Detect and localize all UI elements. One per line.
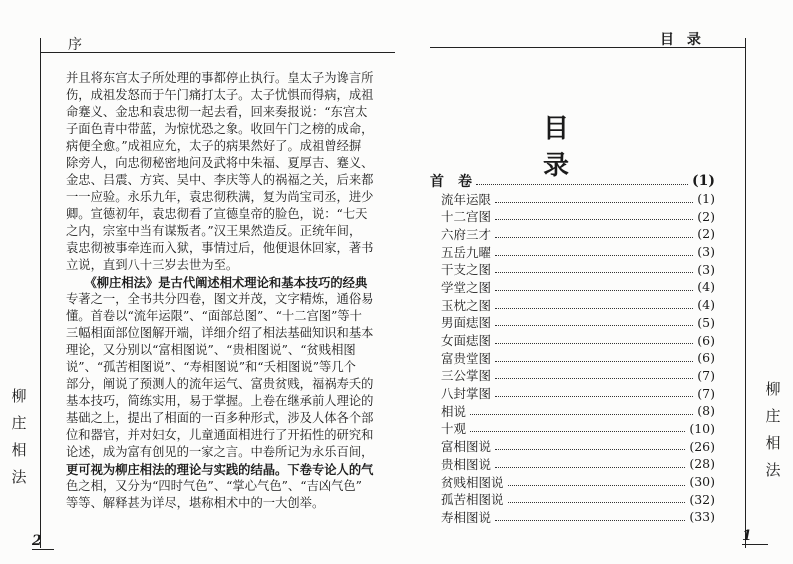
toc-entry-page: (8) bbox=[697, 403, 715, 419]
dot-leader bbox=[495, 301, 693, 309]
toc-entry[interactable] bbox=[430, 455, 715, 473]
text-line: 一一应验。永乐九年，袁忠彻秩满，复为尚宝司丞，进少 bbox=[66, 190, 374, 204]
toc-entry[interactable] bbox=[430, 384, 715, 402]
toc-entry-page: (4) bbox=[697, 297, 715, 313]
toc-entry-page: (3) bbox=[697, 244, 715, 260]
toc-entry[interactable] bbox=[430, 367, 715, 385]
text-line: 伤，成祖发怒而于午门痛打太子。太子忧惧而得病，成祖 bbox=[66, 88, 374, 102]
side-title-char: 法 bbox=[11, 468, 27, 486]
toc-entry[interactable] bbox=[430, 349, 715, 367]
toc-title: 目 录 bbox=[542, 114, 597, 181]
toc-entry-label: 富相图说 bbox=[441, 439, 492, 455]
toc-entry-page: (1) bbox=[697, 191, 715, 207]
side-title-char: 柳 bbox=[11, 387, 27, 405]
side-title-char: 相 bbox=[11, 441, 27, 459]
toc-entry[interactable] bbox=[430, 172, 715, 190]
toc-entry[interactable] bbox=[430, 437, 715, 455]
right-running-header: 目 录 bbox=[660, 32, 705, 48]
left-header-rule bbox=[40, 52, 395, 53]
preface-body-text bbox=[66, 70, 374, 512]
dot-leader bbox=[495, 265, 693, 273]
text-line: 基础之上，提出了相面的一百多种形式，涉及人体各个部 bbox=[66, 411, 374, 425]
toc-entry-page: (7) bbox=[697, 385, 715, 401]
toc-entry[interactable] bbox=[430, 490, 715, 508]
toc-entry-label: 玉枕之图 bbox=[441, 297, 492, 313]
toc-entry-label: 女面痣图 bbox=[441, 333, 492, 349]
toc-entry-page: (6) bbox=[697, 332, 715, 348]
dot-leader bbox=[508, 495, 686, 503]
text-line: 更可视为柳庄相法的理论与实践的结晶。下卷专论人的气 bbox=[66, 462, 374, 477]
toc-entry-label: 五岳九曜 bbox=[441, 244, 492, 260]
toc-entry-page: (26) bbox=[689, 438, 715, 454]
toc-entry-page: (2) bbox=[697, 208, 715, 224]
toc-entry-label: 相说 bbox=[441, 403, 467, 419]
text-line: 专著之一，全书共分四卷，图文并茂，文字精炼，通俗易 bbox=[66, 292, 374, 306]
text-line: 病便全愈。”成祖应允，太子的病果然好了。成祖曾经摒 bbox=[66, 139, 362, 153]
left-margin-rule bbox=[40, 38, 41, 548]
toc-entry-page: (2) bbox=[697, 226, 715, 242]
text-line: 卿。宣德初年，袁忠彻看了宣德皇帝的脸色，说：“七天 bbox=[66, 207, 368, 221]
right-side-title bbox=[763, 378, 783, 486]
text-line: 论述，成为富有创见的一家之言。中卷所记为永乐百间， bbox=[66, 445, 374, 459]
toc-entry-label: 流年运限 bbox=[441, 191, 492, 207]
toc-entry-label: 男面痣图 bbox=[441, 315, 492, 331]
dot-leader bbox=[495, 318, 693, 326]
toc-entry-page: (6) bbox=[697, 350, 715, 366]
text-line: 并且将东宫太子所处理的事都停止执行。皇太子为谗言所 bbox=[66, 71, 374, 85]
dot-leader bbox=[470, 424, 685, 432]
toc-entry-label: 学堂之图 bbox=[441, 279, 492, 295]
left-running-header: 序 bbox=[68, 37, 82, 53]
text-line: 部分，阐说了预测人的流年运气、富贵贫贱，福祸寿夭的 bbox=[66, 377, 374, 391]
text-line: 金忠、吕震、方宾、吴中、李庆等人的祸福之关，后来都 bbox=[66, 173, 374, 187]
toc-entry[interactable] bbox=[430, 314, 715, 332]
toc-entry[interactable] bbox=[430, 402, 715, 420]
text-line: 袁忠彻被事牵连而入狱，事情过后，他便退休回家，著书 bbox=[66, 241, 374, 255]
text-line: 立说，直到八十三岁去世为至。 bbox=[66, 258, 239, 272]
toc-entry-page: (28) bbox=[689, 456, 715, 472]
toc-entry-label: 贫贱相图说 bbox=[441, 474, 504, 490]
toc-entry[interactable] bbox=[430, 331, 715, 349]
toc-entry-page: (33) bbox=[689, 509, 715, 525]
toc-entry[interactable] bbox=[430, 278, 715, 296]
side-title-char: 相 bbox=[765, 434, 781, 452]
text-line: 等等、解释甚为详尽，堪称相术中的一大创举。 bbox=[66, 496, 325, 510]
table-of-contents bbox=[430, 172, 715, 526]
text-line: 子面色青中带蓝，为惊忧恐之象。收回午门之榜的成命， bbox=[66, 122, 374, 136]
toc-entry-label: 孤苦相图说 bbox=[441, 492, 504, 508]
toc-entry[interactable] bbox=[430, 190, 715, 208]
left-page-number: 2 bbox=[32, 533, 54, 550]
toc-entry-label: 干支之图 bbox=[441, 262, 492, 278]
dot-leader bbox=[495, 389, 693, 397]
dot-leader bbox=[495, 230, 693, 238]
text-line: 之内，宗室中当有谋叛者。”汉王果然造反。正统年间， bbox=[66, 224, 362, 238]
toc-entry-page: (3) bbox=[697, 261, 715, 277]
toc-entry-page: (5) bbox=[697, 314, 715, 330]
toc-entry-page: (10) bbox=[689, 420, 715, 436]
dot-leader bbox=[495, 442, 685, 450]
toc-entry-label: 八封掌图 bbox=[441, 386, 492, 402]
toc-entry-label: 六府三才 bbox=[441, 226, 492, 242]
toc-entry-label: 富贵堂图 bbox=[441, 350, 492, 366]
toc-entry-page: (4) bbox=[697, 279, 715, 295]
toc-entry[interactable] bbox=[430, 296, 715, 314]
text-line: 说”、“孤苦相图说”、“寿相图说”和“夭相图说”等几个 bbox=[66, 360, 356, 374]
toc-entry[interactable] bbox=[430, 420, 715, 438]
toc-entry-page: (32) bbox=[689, 491, 715, 507]
toc-entry-label: 三公掌图 bbox=[441, 368, 492, 384]
dot-leader bbox=[508, 478, 686, 486]
text-line: 《柳庄相法》是古代阐述相术理论和基本技巧的经典 bbox=[66, 275, 368, 290]
toc-entry[interactable] bbox=[430, 473, 715, 491]
dot-leader bbox=[495, 336, 693, 344]
dot-leader bbox=[495, 283, 693, 291]
toc-entry[interactable] bbox=[430, 508, 715, 526]
right-margin-rule bbox=[745, 38, 746, 548]
dot-leader bbox=[495, 212, 693, 220]
text-line: 理论，又分别以“富相图说”、“贵相图说”、“贫贱相图 bbox=[66, 343, 356, 357]
toc-entry-label: 十二宫图 bbox=[441, 209, 492, 225]
text-line: 命蹇义、金忠和袁忠彻一起去看，回来奏报说：“东宫太 bbox=[66, 105, 368, 119]
toc-entry-page: (30) bbox=[689, 474, 715, 490]
toc-entry[interactable] bbox=[430, 207, 715, 225]
text-line: 三幅相面部位图解开端，详细介绍了相法基础知识和基本 bbox=[66, 326, 374, 340]
side-title-char: 庄 bbox=[11, 414, 27, 432]
dot-leader bbox=[495, 513, 685, 521]
text-line: 色之相，又分为“四时气色”、“掌心气色”、“吉凶气色” bbox=[66, 479, 362, 493]
toc-entry-page: (7) bbox=[697, 367, 715, 383]
dot-leader bbox=[495, 371, 693, 379]
dot-leader bbox=[495, 195, 693, 203]
dot-leader bbox=[495, 248, 693, 256]
toc-entry-page: (1) bbox=[692, 172, 715, 189]
toc-entry-label: 十观 bbox=[441, 421, 467, 437]
toc-entry-label: 贵相图说 bbox=[441, 456, 492, 472]
toc-entry-label: 首 卷 bbox=[430, 173, 472, 190]
toc-entry[interactable] bbox=[430, 260, 715, 278]
toc-entry[interactable] bbox=[430, 225, 715, 243]
dot-leader bbox=[495, 460, 685, 468]
side-title-char: 柳 bbox=[765, 380, 781, 398]
toc-entry[interactable] bbox=[430, 243, 715, 261]
toc-entry-label: 寿相图说 bbox=[441, 509, 492, 525]
dot-leader bbox=[476, 177, 688, 185]
text-line: 位和器官，并对妇女，儿童通面相进行了开拓性的研究和 bbox=[66, 428, 374, 442]
text-line: 懂。首卷以“流年运限”、“面部总图”、“十二宫图”等十 bbox=[66, 309, 362, 323]
dot-leader bbox=[470, 407, 693, 415]
text-line: 除旁人，向忠彻秘密地问及武将中朱福、夏厚吉、蹇义、 bbox=[66, 156, 374, 170]
dot-leader bbox=[495, 354, 693, 362]
left-side-title bbox=[9, 385, 29, 493]
text-line: 基本技巧，简练实用，易于掌握。上卷在继承前人理论的 bbox=[66, 394, 374, 408]
right-page-number: 1 bbox=[742, 528, 768, 545]
side-title-char: 庄 bbox=[765, 407, 781, 425]
side-title-char: 法 bbox=[765, 461, 781, 479]
